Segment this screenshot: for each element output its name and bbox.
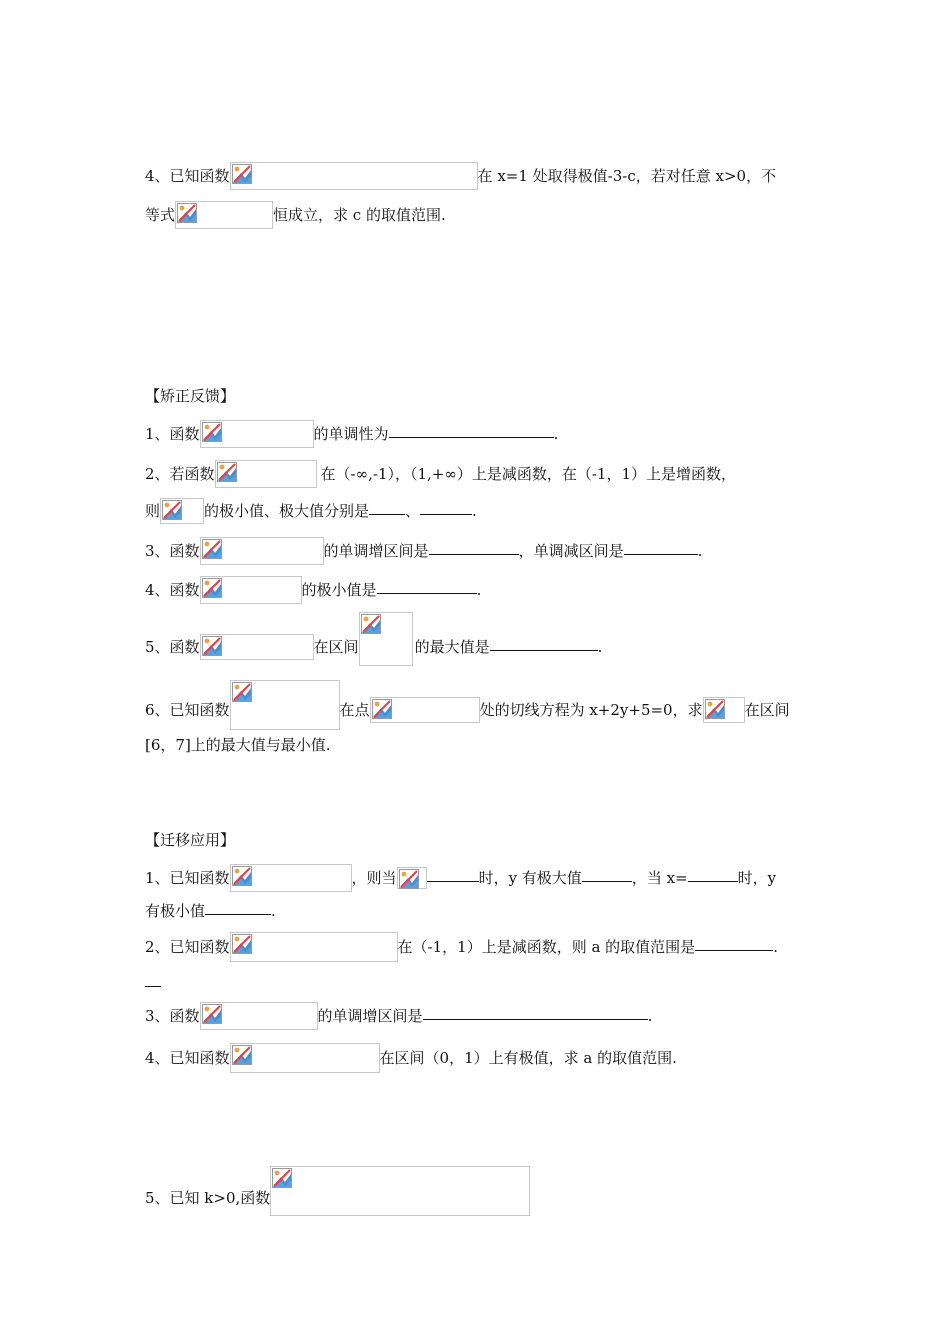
broken-image-icon — [202, 539, 222, 559]
broken-image-icon — [232, 866, 252, 886]
feedback-q2-cont — [145, 498, 477, 524]
question-text: 、 — [405, 502, 421, 520]
answer-blank[interactable] — [377, 579, 477, 594]
feedback-q3 — [145, 537, 702, 565]
section-heading-transfer: 【迁移应用】 — [145, 831, 236, 849]
question-text: 4、已知函数 — [145, 1049, 230, 1067]
question-text: 在区间 — [313, 638, 359, 656]
answer-blank[interactable] — [389, 423, 554, 438]
question-text: ，单调减区间是 — [518, 542, 624, 560]
q4-line-2 — [145, 201, 446, 229]
answer-blank[interactable] — [420, 500, 472, 515]
question-text: ，则当 — [351, 869, 397, 887]
question-text: 的单调增区间是 — [323, 542, 429, 560]
answer-blank[interactable] — [145, 972, 161, 987]
transfer-q1-cont — [145, 900, 276, 921]
formula-image — [215, 460, 317, 488]
formula-image — [175, 201, 273, 229]
question-text: 2、若函数 — [145, 465, 215, 483]
formula-image — [200, 634, 314, 660]
formula-image — [200, 537, 324, 565]
q4-line-1 — [145, 162, 776, 190]
answer-blank[interactable] — [423, 1005, 648, 1020]
broken-image-icon — [372, 699, 392, 719]
question-text: . — [697, 542, 703, 560]
question-text: 在（-∞,-1），（1,+∞）上是减函数，在（-1，1）上是增函数， — [320, 465, 737, 483]
feedback-q2 — [145, 460, 736, 488]
broken-image-icon — [705, 699, 725, 719]
answer-blank[interactable] — [490, 636, 598, 651]
question-text: . — [553, 425, 559, 443]
question-text: 6、已知函数 — [145, 701, 230, 719]
broken-image-icon — [202, 1004, 222, 1024]
q4-text: 恒成立，求 c 的取值范围. — [273, 206, 446, 224]
formula-image — [230, 932, 398, 962]
question-text: 的单调增区间是 — [317, 1007, 423, 1025]
question-text: 4、函数 — [145, 581, 200, 599]
broken-image-icon — [217, 462, 237, 482]
question-text: 1、已知函数 — [145, 869, 230, 887]
answer-blank[interactable] — [427, 867, 479, 882]
formula-image — [200, 1002, 318, 1030]
formula-image — [200, 420, 314, 448]
question-text: 5、已知 k>0,函数 — [145, 1189, 271, 1207]
feedback-q1 — [145, 420, 558, 448]
broken-image-icon — [272, 1168, 292, 1188]
q4-text: 在 x=1 处取得极值-3-c，若对任意 x>0，不 — [477, 167, 777, 185]
broken-image-icon — [202, 636, 222, 656]
formula-image — [359, 612, 413, 666]
transfer-q3 — [145, 1002, 652, 1030]
formula-image — [270, 1166, 530, 1216]
question-text: . — [472, 502, 477, 520]
broken-image-icon — [232, 164, 252, 184]
formula-image — [230, 680, 340, 730]
feedback-q6-cont: [6，7]上的最大值与最小值. — [145, 736, 331, 754]
answer-blank[interactable] — [205, 900, 271, 915]
broken-image-icon — [202, 578, 222, 598]
broken-image-icon — [177, 203, 197, 223]
formula-image — [370, 697, 480, 723]
transfer-q1 — [145, 864, 776, 892]
formula-image — [200, 576, 302, 604]
question-text: 5、函数 — [145, 638, 200, 656]
answer-blank[interactable] — [688, 867, 738, 882]
question-text: 的最大值是 — [414, 638, 490, 656]
answer-blank[interactable] — [695, 936, 773, 951]
formula-image — [230, 1043, 380, 1073]
q4-text: 等式 — [145, 206, 176, 224]
transfer-q5 — [145, 1180, 530, 1216]
question-text: 3、函数 — [145, 542, 200, 560]
formula-image — [230, 864, 352, 892]
formula-image — [703, 697, 745, 723]
question-text: . — [597, 638, 603, 656]
answer-blank[interactable] — [624, 540, 698, 555]
broken-image-icon — [399, 869, 419, 889]
broken-image-icon — [232, 934, 252, 954]
question-text: 处的切线方程为 x+2y+5=0，求 — [479, 701, 703, 719]
section-heading-feedback: 【矫正反馈】 — [145, 387, 236, 405]
question-text: 在区间（0，1）上有极值，求 a 的取值范围. — [379, 1049, 677, 1067]
formula-image — [160, 498, 204, 524]
feedback-q5 — [145, 628, 602, 666]
transfer-q2 — [145, 932, 778, 962]
answer-blank[interactable] — [369, 500, 405, 515]
question-text: . — [773, 938, 778, 956]
broken-image-icon — [202, 422, 222, 442]
question-text: 的极小值是 — [301, 581, 377, 599]
transfer-q2-cont — [145, 972, 161, 992]
question-text: 在区间 — [744, 701, 790, 719]
broken-image-icon — [361, 614, 381, 634]
question-text: . — [647, 1007, 653, 1025]
question-text: ，当 x= — [631, 869, 688, 887]
transfer-q4 — [145, 1043, 677, 1073]
q4-text: 4、已知函数 — [145, 167, 230, 185]
broken-image-icon — [162, 500, 182, 520]
answer-blank[interactable] — [429, 540, 519, 555]
question-text: 有极小值 — [145, 902, 206, 920]
question-text: 2、已知函数 — [145, 938, 230, 956]
question-text: 3、函数 — [145, 1007, 200, 1025]
formula-image — [397, 867, 427, 889]
question-text: . — [476, 581, 482, 599]
broken-image-icon — [232, 1045, 252, 1065]
question-text: 时，y 有极大值 — [478, 869, 582, 887]
question-text: 在（-1，1）上是减函数，则 a 的取值范围是 — [397, 938, 696, 956]
question-text: 时，y — [737, 869, 777, 887]
question-text: . — [271, 902, 276, 920]
feedback-q6 — [145, 690, 790, 730]
formula-image — [230, 162, 478, 190]
feedback-q4 — [145, 576, 481, 604]
question-text: 的单调性为 — [313, 425, 389, 443]
question-text: 的极小值、极大值分别是 — [204, 502, 370, 520]
question-text: 在点 — [339, 701, 370, 719]
broken-image-icon — [232, 682, 252, 702]
question-text: 1、函数 — [145, 425, 200, 443]
answer-blank[interactable] — [582, 867, 632, 882]
question-text: 则 — [145, 502, 161, 520]
